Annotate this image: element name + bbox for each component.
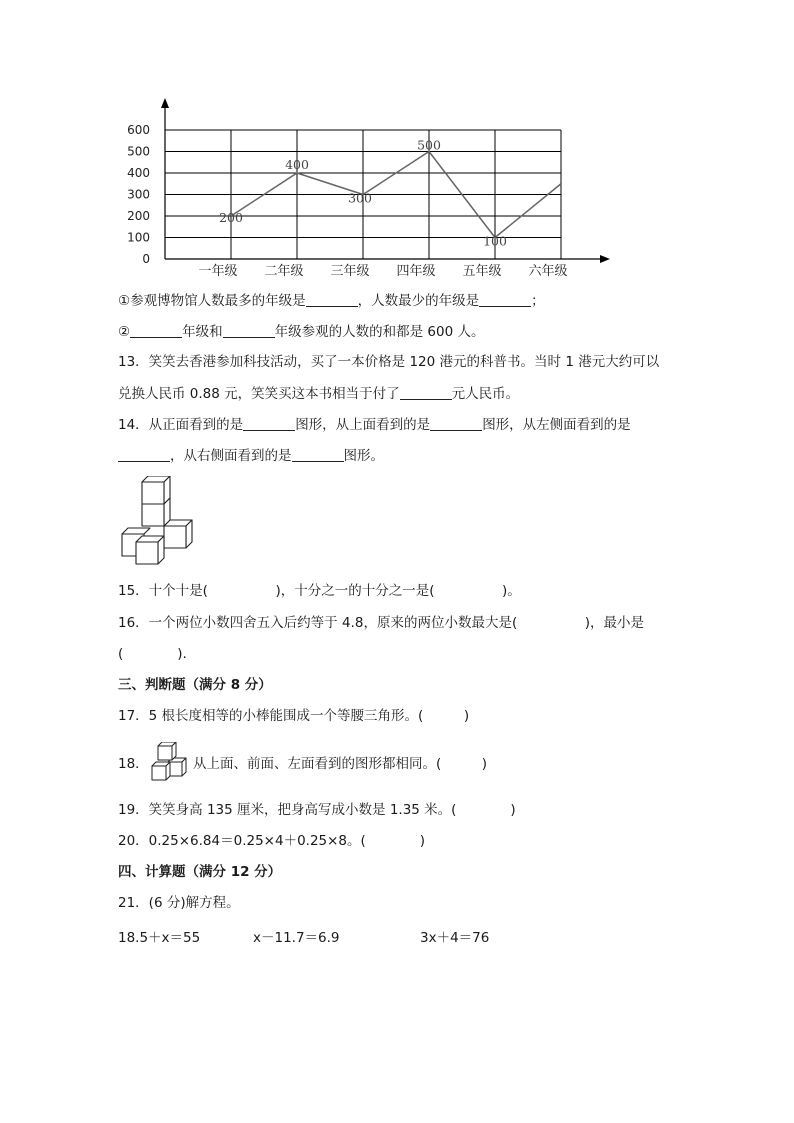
q12-line2	[118, 323, 484, 341]
q14-text-2a: ，从右侧面看到的是	[170, 448, 292, 464]
small-cube-figure	[148, 742, 192, 782]
x-category-label: 二年级	[264, 264, 304, 279]
cube-stack-figure	[120, 476, 196, 568]
y-tick-label: 100	[127, 230, 150, 245]
y-tick-label: 300	[127, 187, 150, 202]
q12-blank-least[interactable]	[479, 292, 531, 307]
q12-line1	[118, 292, 545, 310]
x-category-label: 四年级	[396, 264, 436, 279]
x-category-label: 五年级	[462, 264, 502, 279]
q15: 15．十个十是( )，十分之一的十分之一是( )。	[118, 583, 521, 599]
equation-1: 18.5＋x＝55	[118, 930, 201, 946]
y-tick-label: 0	[142, 252, 150, 266]
x-category-label: 三年级	[330, 264, 370, 279]
line-chart	[110, 90, 620, 280]
q14-blank-left[interactable]	[118, 447, 170, 462]
q13-line1: 13．笑笑去香港参加科技活动，买了一本价格是 120 港元的科普书。当时 1 港元大约可以	[118, 354, 660, 370]
q14-text-c: 图形，从左侧面看到的是	[482, 417, 631, 433]
q12-text-2a: ②	[118, 324, 131, 340]
q18-text: 从上面、前面、左面看到的图形都相同。( )	[193, 756, 488, 772]
q14-blank-top[interactable]	[430, 416, 482, 431]
x-category-label: 一年级	[198, 264, 238, 279]
q12-text-a: ①参观博物馆人数最多的年级是	[118, 293, 306, 309]
q12-text-2b: 年级和	[182, 324, 223, 340]
y-tick-label: 400	[127, 166, 150, 180]
q18-number: 18．	[118, 756, 149, 772]
x-category-label: 六年级	[528, 264, 568, 279]
q20: 20．0.25×6.84＝0.25×4＋0.25×8。( )	[118, 833, 426, 849]
data-label: 300	[348, 190, 372, 206]
q17: 17．5 根长度相等的小棒能围成一个等腰三角形。( )	[118, 708, 470, 724]
q16-line1: 16．一个两位小数四舍五入后约等于 4.8，原来的两位小数最大是( )，最小是	[118, 615, 644, 631]
y-tick-label: 500	[127, 144, 150, 159]
q14-text-a: 14．从正面看到的是	[118, 417, 244, 433]
q13-text-b: 元人民币。	[451, 386, 520, 402]
q12-text-b: ，人数最少的年级是	[357, 293, 480, 309]
q13-text-a: 兑换人民币 0.88 元，笑笑买这本书相当于付了	[118, 386, 400, 402]
data-label: 200	[219, 210, 243, 225]
q13-line2	[118, 385, 519, 403]
section3-title: 三、判断题（满分 8 分）	[118, 677, 272, 693]
q12-text-2c: 年级参观的人数的和都是 600 人。	[274, 324, 485, 340]
q19: 19．笑笑身高 135 厘米，把身高写成小数是 1.35 米。( )	[118, 802, 516, 818]
q13-blank[interactable]	[400, 385, 452, 400]
q12-blank-most[interactable]	[306, 292, 358, 307]
q16-line2: ( ).	[118, 646, 187, 662]
q12-text-c: ；	[531, 293, 545, 309]
q14-text-b: 图形，从上面看到的是	[295, 417, 431, 433]
data-label: 100	[483, 233, 507, 249]
y-tick-label: 200	[127, 209, 150, 223]
q14-line2	[118, 447, 384, 465]
equation-3: 3x＋4＝76	[420, 930, 490, 946]
data-label: 500	[417, 137, 441, 153]
section4-title: 四、计算题（满分 12 分）	[118, 864, 282, 880]
data-label: 400	[285, 157, 309, 172]
q12-blank-grade1[interactable]	[130, 323, 182, 338]
q14-line1	[118, 416, 631, 434]
x-axis-arrow	[600, 255, 610, 263]
q14-text-2b: 图形。	[343, 448, 384, 464]
equation-2: x－11.7＝6.9	[253, 930, 340, 946]
q14-blank-right[interactable]	[292, 447, 344, 462]
y-axis-arrow	[161, 98, 169, 108]
q21: 21．(6 分)解方程。	[118, 895, 240, 911]
q14-blank-front[interactable]	[243, 416, 295, 431]
y-tick-label: 600	[127, 123, 150, 137]
q12-blank-grade2[interactable]	[223, 323, 275, 338]
